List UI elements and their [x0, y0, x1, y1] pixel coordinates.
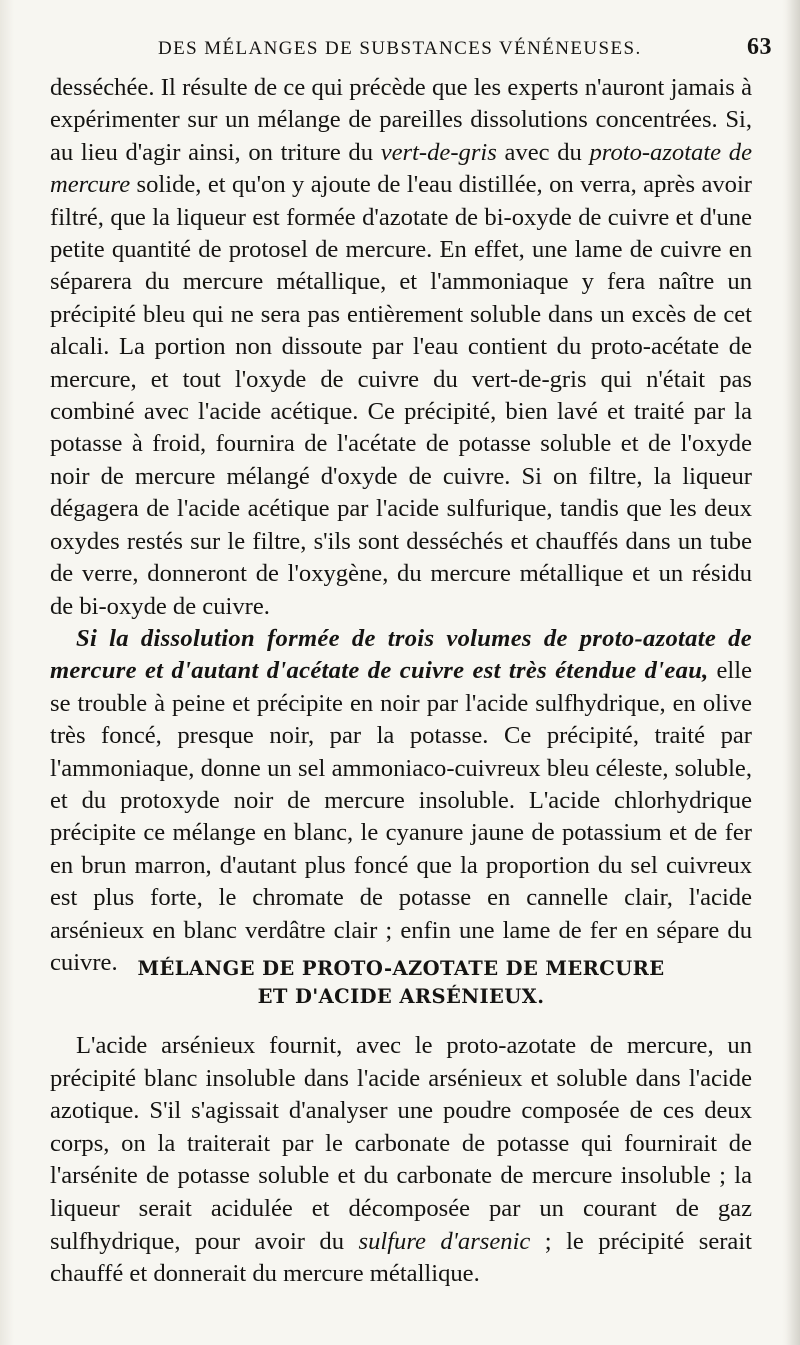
paragraph-3-text-b: ; le précipité serait chauffé et donnerait du mercure métallique.	[50, 1227, 753, 1288]
paragraph-2	[50, 623, 752, 979]
term-sulfure-arsenic: sulfure d'arsenic	[358, 1227, 531, 1255]
page-number: 63	[747, 34, 772, 60]
section-heading-line-1: MÉLANGE DE PROTO-AZOTATE DE MERCURE	[137, 957, 665, 980]
main-text	[50, 72, 752, 979]
paragraph-3-text-a: L'acide arsénieux fournit, avec le proto-azotate de mercure, un précipité blanc insoluble dans l'acide arsénieux et soluble dans l'acide azotique. S'il s'agissait d'analyser une poudre composée de ces deux corps, on la traiterait par le carbonate de potasse qui fournirait de l'arsénite de potasse soluble et du carbonate de mercure insoluble ; la liqueur serait acidulée et décomposée par un courant de gaz sulfhydrique, pour avoir du	[50, 1032, 752, 1255]
page-header	[50, 34, 772, 68]
paragraph-3	[50, 1030, 752, 1291]
section-heading	[50, 955, 752, 1011]
paragraph-1-text-c: solide, et qu'on y ajoute de l'eau distillée, on verra, après avoir filtré, que la liqueur est formée d'azotate de bi-oxyde de cuivre et d'une petite quantité de protosel de mercure. En effet, une lame de cuivre en séparera du mercure métallique, et l'ammoniaque y fera naître un précipité bleu qui ne sera pas entièrement soluble dans un excès de cet alcali. La portion non dissoute par l'eau contient du proto-acétate de mercure, et tout l'oxyde de cuivre du vert-de-gris qui n'était pas combiné avec l'acide acétique. Ce précipité, bien lavé et traité par la potasse à froid, fournira de l'acétate de potasse soluble et de l'oxyde noir de mercure mélangé d'oxyde de cuivre. Si on filtre, la liqueur dégagera de l'acide acétique par l'acide sulfurique, tandis que les deux oxydes restés sur le filtre, s'ils sont desséchés et chauffés dans un tube de verre, donneront de l'oxygène, du mercure métallique et un résidu de bi-oxyde de cuivre.	[50, 171, 752, 620]
page-edge-shadow	[786, 0, 800, 1345]
paragraph-1-text-b: avec du	[496, 138, 590, 166]
running-title: DES MÉLANGES DE SUBSTANCES VÉNÉNEUSES.	[158, 38, 642, 59]
term-proto-azotate: proto-azotate de mercure	[50, 138, 752, 199]
paragraph-2-run-in: Si la dissolution formée de trois volumes de proto-azotate de mercure et d'autant d'acétate de cuivre est très étendue d'eau,	[50, 624, 752, 685]
section-text	[50, 1030, 752, 1291]
section-heading-line-2: ET D'ACIDE ARSÉNIEUX.	[257, 985, 545, 1008]
paragraph-2-text: elle se trouble à peine et précipite en noir par l'acide sulfhydrique, en olive très foncé, presque noir, par la potasse. Ce précipité, traité par l'ammoniaque, donne un sel ammoniaco-cuivreux bleu céleste, soluble, et du protoxyde noir de mercure insoluble. L'acide chlorhydrique précipite ce mélange en blanc, le cyanure jaune de potassium et de fer en brun marron, d'autant plus foncé que la proportion du sel cuivreux est plus forte, le chromate de potasse en cannelle clair, l'acide arsénieux en blanc verdâtre clair ; enfin une lame de fer en sépare du cuivre.	[50, 657, 752, 976]
term-vert-de-gris: vert-de-gris	[380, 138, 497, 166]
paragraph-1	[50, 72, 752, 623]
paragraph-1-text-a: desséchée. Il résulte de ce qui précède que les experts n'auront jamais à expérimenter sur un mélange de pareilles dissolutions concentrées. Si, au lieu d'agir ainsi, on triture du	[50, 74, 752, 166]
